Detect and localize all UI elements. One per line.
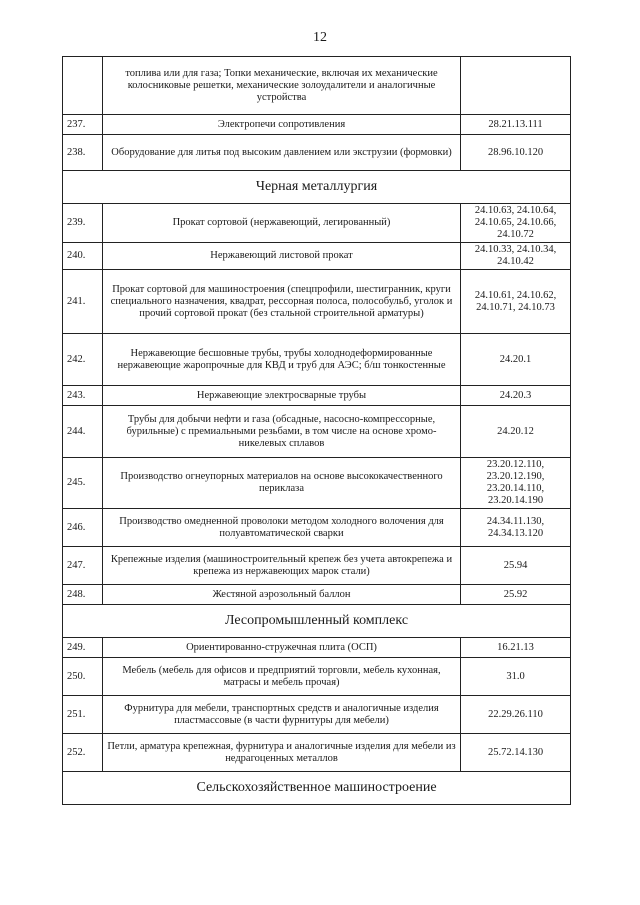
okpd-code: 24.20.12: [461, 406, 571, 458]
row-number: 249.: [63, 638, 103, 658]
section-row: [63, 171, 571, 204]
section-row: [63, 605, 571, 638]
table-row: [63, 458, 571, 509]
okpd-code: 22.29.26.110: [461, 696, 571, 734]
item-name: Прокат сортовой для машиностроения (спецпрофили, шестигранник, круги специального назначения, квадрат, рессорная полоса, полособульб, уголок и прочий сортовой прокат (без стальной строительной арматуры): [103, 270, 461, 334]
row-number: 241.: [63, 270, 103, 334]
equipment-code-table: [62, 56, 571, 805]
item-name: Ориентированно-стружечная плита (ОСП): [103, 638, 461, 658]
row-number: 245.: [63, 458, 103, 509]
section-title: Лесопромышленный комплекс: [63, 605, 571, 638]
row-number: 251.: [63, 696, 103, 734]
table-row: [63, 585, 571, 605]
item-name: Оборудование для литья под высоким давлением или экструзии (формовки): [103, 135, 461, 171]
row-number: 247.: [63, 547, 103, 585]
table-body: [63, 57, 571, 805]
table-row: [63, 696, 571, 734]
item-name: Производство омедненной проволоки методом холодного волочения для полуавтоматической сварки: [103, 509, 461, 547]
item-name: Трубы для добычи нефти и газа (обсадные, насосно-компрессорные, бурильные) с премиальными резьбами, в том числе на основе хромо-никелевых сплавов: [103, 406, 461, 458]
row-number: 246.: [63, 509, 103, 547]
section-title: Черная металлургия: [63, 171, 571, 204]
okpd-code: 24.20.1: [461, 334, 571, 386]
item-name: Крепежные изделия (машиностроительный крепеж без учета автокрепежа и крепежа из нержавеющих марок стали): [103, 547, 461, 585]
row-number: 242.: [63, 334, 103, 386]
row-number: 244.: [63, 406, 103, 458]
okpd-code: 25.94: [461, 547, 571, 585]
row-number: 238.: [63, 135, 103, 171]
item-name: Жестяной аэрозольный баллон: [103, 585, 461, 605]
okpd-code: 24.10.61, 24.10.62, 24.10.71, 24.10.73: [461, 270, 571, 334]
table-row: [63, 334, 571, 386]
table-row: [63, 57, 571, 115]
row-number: 252.: [63, 734, 103, 772]
table-row: [63, 734, 571, 772]
table-row: [63, 243, 571, 270]
item-name: Нержавеющие электросварные трубы: [103, 386, 461, 406]
okpd-code: 28.21.13.111: [461, 115, 571, 135]
item-name: топлива или для газа; Топки механические, включая их механические колосниковые решетки, механические золоудалители и аналогичные устройства: [103, 57, 461, 115]
okpd-code: [461, 57, 571, 115]
table-row: [63, 135, 571, 171]
item-name: Производство огнеупорных материалов на основе высококачественного периклаза: [103, 458, 461, 509]
okpd-code: 16.21.13: [461, 638, 571, 658]
item-name: Фурнитура для мебели, транспортных средств и аналогичные изделия пластмассовые (в части фурнитуры для мебели): [103, 696, 461, 734]
item-name: Мебель (мебель для офисов и предприятий торговли, мебель кухонная, матрасы и мебель прочая): [103, 658, 461, 696]
okpd-code: 25.92: [461, 585, 571, 605]
item-name: Прокат сортовой (нержавеющий, легированный): [103, 204, 461, 243]
section-title: Сельскохозяйственное машиностроение: [63, 772, 571, 805]
row-number: 237.: [63, 115, 103, 135]
row-number: 250.: [63, 658, 103, 696]
okpd-code: 31.0: [461, 658, 571, 696]
row-number: 248.: [63, 585, 103, 605]
item-name: Нержавеющий листовой прокат: [103, 243, 461, 270]
table-row: [63, 270, 571, 334]
table-row: [63, 547, 571, 585]
okpd-code: 24.34.11.130, 24.34.13.120: [461, 509, 571, 547]
section-row: [63, 772, 571, 805]
okpd-code: 25.72.14.130: [461, 734, 571, 772]
table-row: [63, 638, 571, 658]
row-number: 243.: [63, 386, 103, 406]
okpd-code: 28.96.10.120: [461, 135, 571, 171]
table-row: [63, 406, 571, 458]
table-row: [63, 386, 571, 406]
page-number: 12: [313, 30, 327, 45]
table-row: [63, 658, 571, 696]
row-number: 239.: [63, 204, 103, 243]
okpd-code: 23.20.12.110, 23.20.12.190, 23.20.14.110, 23.20.14.190: [461, 458, 571, 509]
item-name: Петли, арматура крепежная, фурнитура и аналогичные изделия для мебели из недрагоценных металлов: [103, 734, 461, 772]
okpd-code: 24.10.63, 24.10.64, 24.10.65, 24.10.66, 24.10.72: [461, 204, 571, 243]
item-name: Нержавеющие бесшовные трубы, трубы холоднодеформированные нержавеющие жаропрочные для КВД и труб для АЭС; б/ш тонкостенные: [103, 334, 461, 386]
table-row: [63, 115, 571, 135]
row-number: [63, 57, 103, 115]
okpd-code: 24.20.3: [461, 386, 571, 406]
okpd-code: 24.10.33, 24.10.34, 24.10.42: [461, 243, 571, 270]
row-number: 240.: [63, 243, 103, 270]
item-name: Электропечи сопротивления: [103, 115, 461, 135]
table-row: [63, 204, 571, 243]
table-row: [63, 509, 571, 547]
